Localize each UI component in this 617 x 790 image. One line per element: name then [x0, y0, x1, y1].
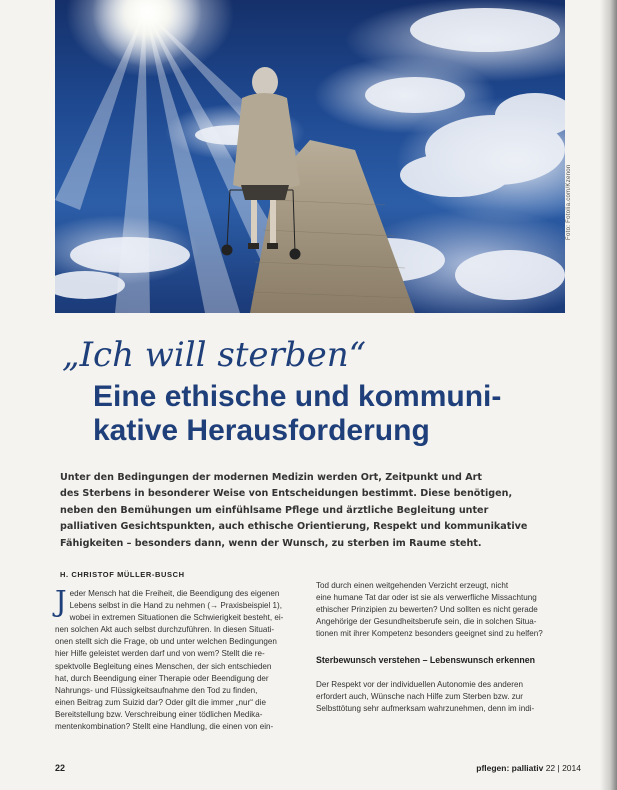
body-line: nen solchen Akt auch selbst durchzuführen. In diesen Situati- [55, 625, 275, 635]
body-line: ethischer Prinzipien zu bewerten? Und sollten es nicht gerade [316, 605, 538, 615]
article-kicker: „Ich will sterben“ [62, 335, 366, 375]
body-column-right [316, 580, 566, 715]
body-line: Nahrungs- und Flüssigkeitsaufnahme den Tod zu finden, [55, 685, 258, 695]
article-title [93, 380, 573, 448]
body-line: erfordert auch, Wünsche nach Hilfe zum Sterben bzw. zur [316, 691, 523, 701]
body-line: Der Respekt vor der individuellen Autonomie des anderen [316, 679, 523, 689]
lead-line: neben den Bemühungen um einfühlsame Pflege und ärztliche Begleitung unter [60, 504, 489, 516]
body-line: hat, durch Beendigung einer Therapie oder Beendigung der [55, 673, 269, 683]
hero-photo [55, 0, 565, 313]
body-line: Angehörige der Gesundheitsberufe sein, die in solchen Situa- [316, 617, 537, 627]
drop-cap: J [55, 584, 67, 618]
body-line: Tod durch einen weitgehenden Verzicht erzeugt, nicht [316, 581, 509, 590]
sun [92, 0, 202, 67]
lead-line: des Sterbens in besonderer Weise von Entscheidungen bestimmt. Diese benötigen, [60, 488, 513, 500]
journal-name: pflegen: palliativ [476, 763, 544, 773]
article-lead [60, 470, 550, 552]
body-line: tionen mit ihrer Kompetenz besonders geeignet sind zu helfen? [316, 629, 543, 639]
body-line: eder Mensch hat die Freiheit, die Beendigung des eigenen [69, 589, 280, 598]
section-subhead: Sterbewunsch verstehen – Lebenswunsch erkennen [316, 655, 536, 666]
body-column-left [55, 584, 305, 733]
title-line: kative Herausforderung [93, 414, 430, 447]
body-line: mentenkombination? Stellt eine Handlung, die einen von ein- [55, 722, 274, 732]
lead-line: Unter den Bedingungen der modernen Medizin werden Ort, Zeitpunkt und Art [60, 472, 482, 483]
head [252, 67, 278, 97]
body-line: spektvolle Begleitung eines Menschen, der sich entschieden [55, 661, 272, 671]
author-byline: H. CHRISTOF MÜLLER-BUSCH [60, 570, 185, 579]
lead-line: Fähigkeiten – besonders dann, wenn der Wunsch, zu sterben im Raume steht. [60, 537, 482, 549]
scan-edge-shadow [600, 0, 617, 790]
photo-credit: Foto: Fotolia.com/Kzenon [566, 164, 572, 240]
title-line: Eine ethische und kommuni- [93, 380, 502, 413]
body-line: Bereitstellung bzw. Verschreibung einer tödlichen Medika- [55, 709, 263, 719]
body-line: wobei in extremen Situationen die Schwierigkeit besteht, ei- [69, 613, 284, 623]
body-line: Lebens selbst in die Hand zu nehmen (→ Praxisbeispiel 1), [69, 601, 282, 611]
hero-illustration [55, 0, 565, 313]
lead-line: palliativen Gesichtspunkten, auch ethische Orientierung, Respekt und kommunikative [60, 521, 528, 533]
page-number: 22 [55, 763, 66, 773]
body-line: eine humane Tat dar oder ist sie als verwerfliche Missachtung [316, 593, 537, 603]
coat [233, 93, 300, 190]
body-line: einen Beitrag zum Suizid dar? Oder gilt die immer „nur“ die [55, 697, 266, 707]
body-line: Selbsttötung sehr aufmerksam wahrzunehmen, denn im indi- [316, 703, 535, 713]
skirt [241, 185, 289, 200]
journal-footer [476, 763, 581, 773]
body-line: hier Hilfe geleistet werden darf und von wem? Stellt die re- [55, 649, 265, 659]
journal-issue: 22 | 2014 [543, 763, 581, 773]
body-line: onen stellt sich die Frage, ob und unter welchen Bedingungen [55, 637, 277, 647]
